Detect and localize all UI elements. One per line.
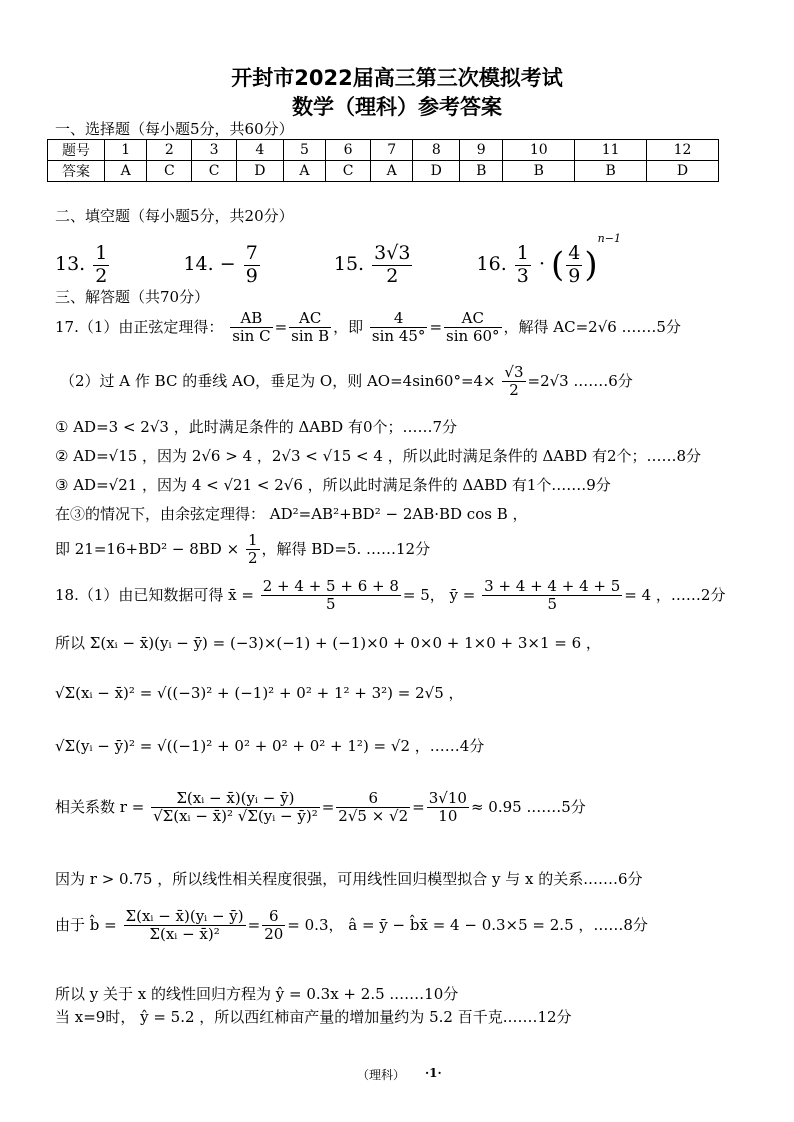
equals: = [274,317,288,336]
numerator: 4 [370,310,428,328]
table-row [48,140,719,161]
denominator: 5 [326,595,336,614]
table-cell: A [283,161,325,182]
text: =2√3 .……6分 [527,371,633,390]
q18-line-1 [55,578,725,614]
text: ，即 [333,317,364,336]
table-cell: 9 [460,140,503,161]
table-cell: 1 [105,140,147,161]
table-cell: A [105,161,147,182]
table-cell: 3 [192,140,237,161]
denominator: sin C [232,327,271,346]
fraction [244,243,260,288]
exponent: n−1 [597,232,621,245]
fraction [482,578,622,614]
text: （2）过 A 作 BC 的垂线 AO，垂足为 O，则 AO=4sin60°=4× [60,371,496,390]
q18-line-9: 当 x=9时， ŷ = 5.2 ，所以西红柿亩产量的增加量约为 5.2 百千克.……12分 [55,1008,572,1026]
q16-label: 16. [476,253,507,275]
fraction [502,364,525,400]
numerator: 6 [336,790,410,808]
table-cell: 7 [370,140,412,161]
numerator: 1 [247,531,258,549]
numerator: AC [444,310,502,328]
numerator: 6 [262,908,285,926]
q15-label: 15. [333,253,365,275]
numerator: 4 [568,241,581,264]
table-cell: C [147,161,192,182]
table-cell: D [236,161,283,182]
text: 即 21=16+BD² − 8BD × [55,539,240,558]
footer-page-number: ·1· [425,1066,442,1080]
numerator: Σ(xᵢ − x̄)(yᵢ − ȳ) [151,790,320,808]
table-cell: 4 [236,140,283,161]
denominator: 9 [568,264,581,287]
numerator: 1 [516,241,529,264]
dot-operator: · [538,253,545,275]
fraction [427,790,469,826]
section-heading-fill: 二、填空题（每小题5分，共20分） [55,207,294,225]
numerator: √3 [504,363,524,381]
denominator: sin 60° [446,327,500,346]
text: ，解得 AC=2√6 .……5分 [503,317,681,336]
footer-subject: （理科） [357,1068,406,1082]
denominator: 2 [509,381,519,400]
section-heading-choice: 一、选择题（每小题5分，共60分） [55,120,294,138]
q17-line-6: 在③的情况下，由余弦定理得： AD²=AB²+BD² − 2AB·BD cos B ， [55,505,528,523]
numerator: 3√10 [428,789,467,807]
fraction [124,908,246,944]
q18-line-2: 所以 Σ(xᵢ − x̄)(yᵢ − ȳ) = (−3)×(−1) + (−1)×0 + 0×0 + 1×0 + 3×1 = 6 ， [55,634,601,652]
q17-line-3: ① AD=3 < 2√3 ，此时满足条件的 ΔABD 有0个；……7分 [55,418,458,436]
q18-line-6: 因为 r > 0.75 ，所以线性相关程度很强，可用线性回归模型拟合 y 与 x 的关系.……6分 [55,870,643,888]
fraction [261,578,401,614]
text: 相关系数 r = [55,797,145,816]
fraction [444,310,502,346]
text: = 4 ，……2分 [624,585,726,604]
section-heading-solve: 三、解答题（共70分） [55,288,210,306]
text: = 5， ȳ = [402,585,476,604]
equals: = [429,317,443,336]
numerator: AC [289,310,331,328]
numerator: AB [230,310,272,328]
q18-line-4: √Σ(yᵢ − ȳ)² = √((−1)² + 0² + 0² + 0² + 1²) = √2 ，……4分 [55,737,485,755]
q14-label: 14. − [183,253,236,275]
text: 由于 b̂ = [55,915,117,934]
fraction [93,243,109,288]
text: 18.（1）由已知数据可得 x̄ = [55,585,254,604]
text: 17.（1）由正弦定理得： [55,317,224,336]
table-cell: 2 [147,140,192,161]
numerator: 3 + 4 + 4 + 4 + 5 [484,577,621,595]
table-cell: 5 [283,140,325,161]
denominator: 10 [438,807,458,826]
denominator: 2 [247,549,258,568]
fraction [246,532,260,568]
fraction [230,310,272,346]
q17-line-2 [60,364,633,400]
numerator: 3√3 [374,241,411,264]
denominator: 20 [264,925,284,944]
table-cell: 答案 [48,161,105,182]
q18-line-7: 由于 b̂ = $\frac{\text{Σ(xᵢ − x̄)(yᵢ − ȳ)}}{\text{Σ(xᵢ − x̄)²}}$ = $\frac{6}{20}$ = 0.3， â = ȳ − b̂x̄ = 4 − 0.3×5 = 2.5 ，……8分 [55,907,648,944]
q18-line-5: 相关系数 r = $\frac{\text{Σ(xᵢ − x̄)(yᵢ − ȳ)}}{\text{√Σ(xᵢ − x̄)² √Σ(yᵢ − ȳ)²}}$ = $\frac{6}{2√5 \times √2}$ = $\frac{3√10}{10}$ ≈ 0.95 .……5分 [55,789,586,826]
denominator: 2√5 × √2 [338,807,409,826]
table-cell: B [460,161,503,182]
numerator: 7 [245,241,258,264]
fraction [515,243,531,288]
table-cell: 8 [413,140,460,161]
text: ，解得 BD=5. ……12分 [261,539,431,558]
numerator: Σ(xᵢ − x̄)(yᵢ − ȳ) [125,907,244,925]
denominator: 5 [547,595,557,614]
page-subtitle: 数学（理科）参考答案 [292,95,502,119]
table-cell: C [192,161,237,182]
q13-label: 13. [55,253,86,275]
table-cell: 10 [503,140,575,161]
denominator: sin B [291,327,330,346]
denominator: 9 [245,264,258,287]
table-cell: B [575,161,647,182]
q18-line-8: 所以 y 关于 x 的线性回归方程为 ŷ = 0.3x + 2.5 .……10分 [55,985,459,1003]
fraction [151,790,320,826]
fraction [289,310,331,346]
denominator: 3 [516,264,529,287]
denominator: 2 [386,264,399,287]
denominator: Σ(xᵢ − x̄)² [149,925,220,944]
q18-line-3: √Σ(xᵢ − x̄)² = √((−3)² + (−1)² + 0² + 1² + 3²) = 2√5 ， [55,684,464,702]
table-cell: 6 [326,140,371,161]
table-cell: D [413,161,460,182]
fraction [336,790,410,826]
q17-line-7 [55,532,430,568]
answer-table [47,139,719,182]
q17-line-1 [55,310,681,346]
table-cell: C [326,161,371,182]
denominator: 2 [95,264,108,287]
text: = 0.3， â = ȳ − b̂x̄ = 4 − 0.3×5 = 2.5 ，……8分 [287,915,648,934]
table-cell: 11 [575,140,647,161]
table-cell: A [370,161,412,182]
fill-answers: 13. $\frac{1}{2}$ 14. − $\frac{7}{9}$ 15. $\frac{3√3}{2}$ 16. $\frac{1}{3}$ · ( $\frac{4}{9}$ )$^{n-1}$ [55,232,621,287]
q17-line-5: ③ AD=√21 ，因为 4 < √21 < 2√6 ，所以此时满足条件的 ΔABD 有1个.……9分 [55,476,611,494]
q17-line-4: ② AD=√15 ，因为 2√6 > 4 ，2√3 < √15 < 4 ，所以此时满足条件的 ΔABD 有2个；……8分 [55,447,702,465]
fraction [372,243,412,288]
text: ≈ 0.95 .……5分 [470,797,586,816]
table-cell: B [503,161,575,182]
table-cell: 题号 [48,140,105,161]
fraction [370,310,428,346]
table-cell: D [647,161,719,182]
denominator: √Σ(xᵢ − x̄)² √Σ(yᵢ − ȳ)² [153,807,318,826]
numerator: 1 [95,241,108,264]
table-cell: 12 [647,140,719,161]
fraction [262,908,285,944]
denominator: sin 45° [371,327,426,346]
fraction [566,243,582,288]
page-title: 开封市2022届高三第三次模拟考试 [231,66,563,90]
numerator: 2 + 4 + 5 + 6 + 8 [262,577,399,595]
table-row [48,161,719,182]
